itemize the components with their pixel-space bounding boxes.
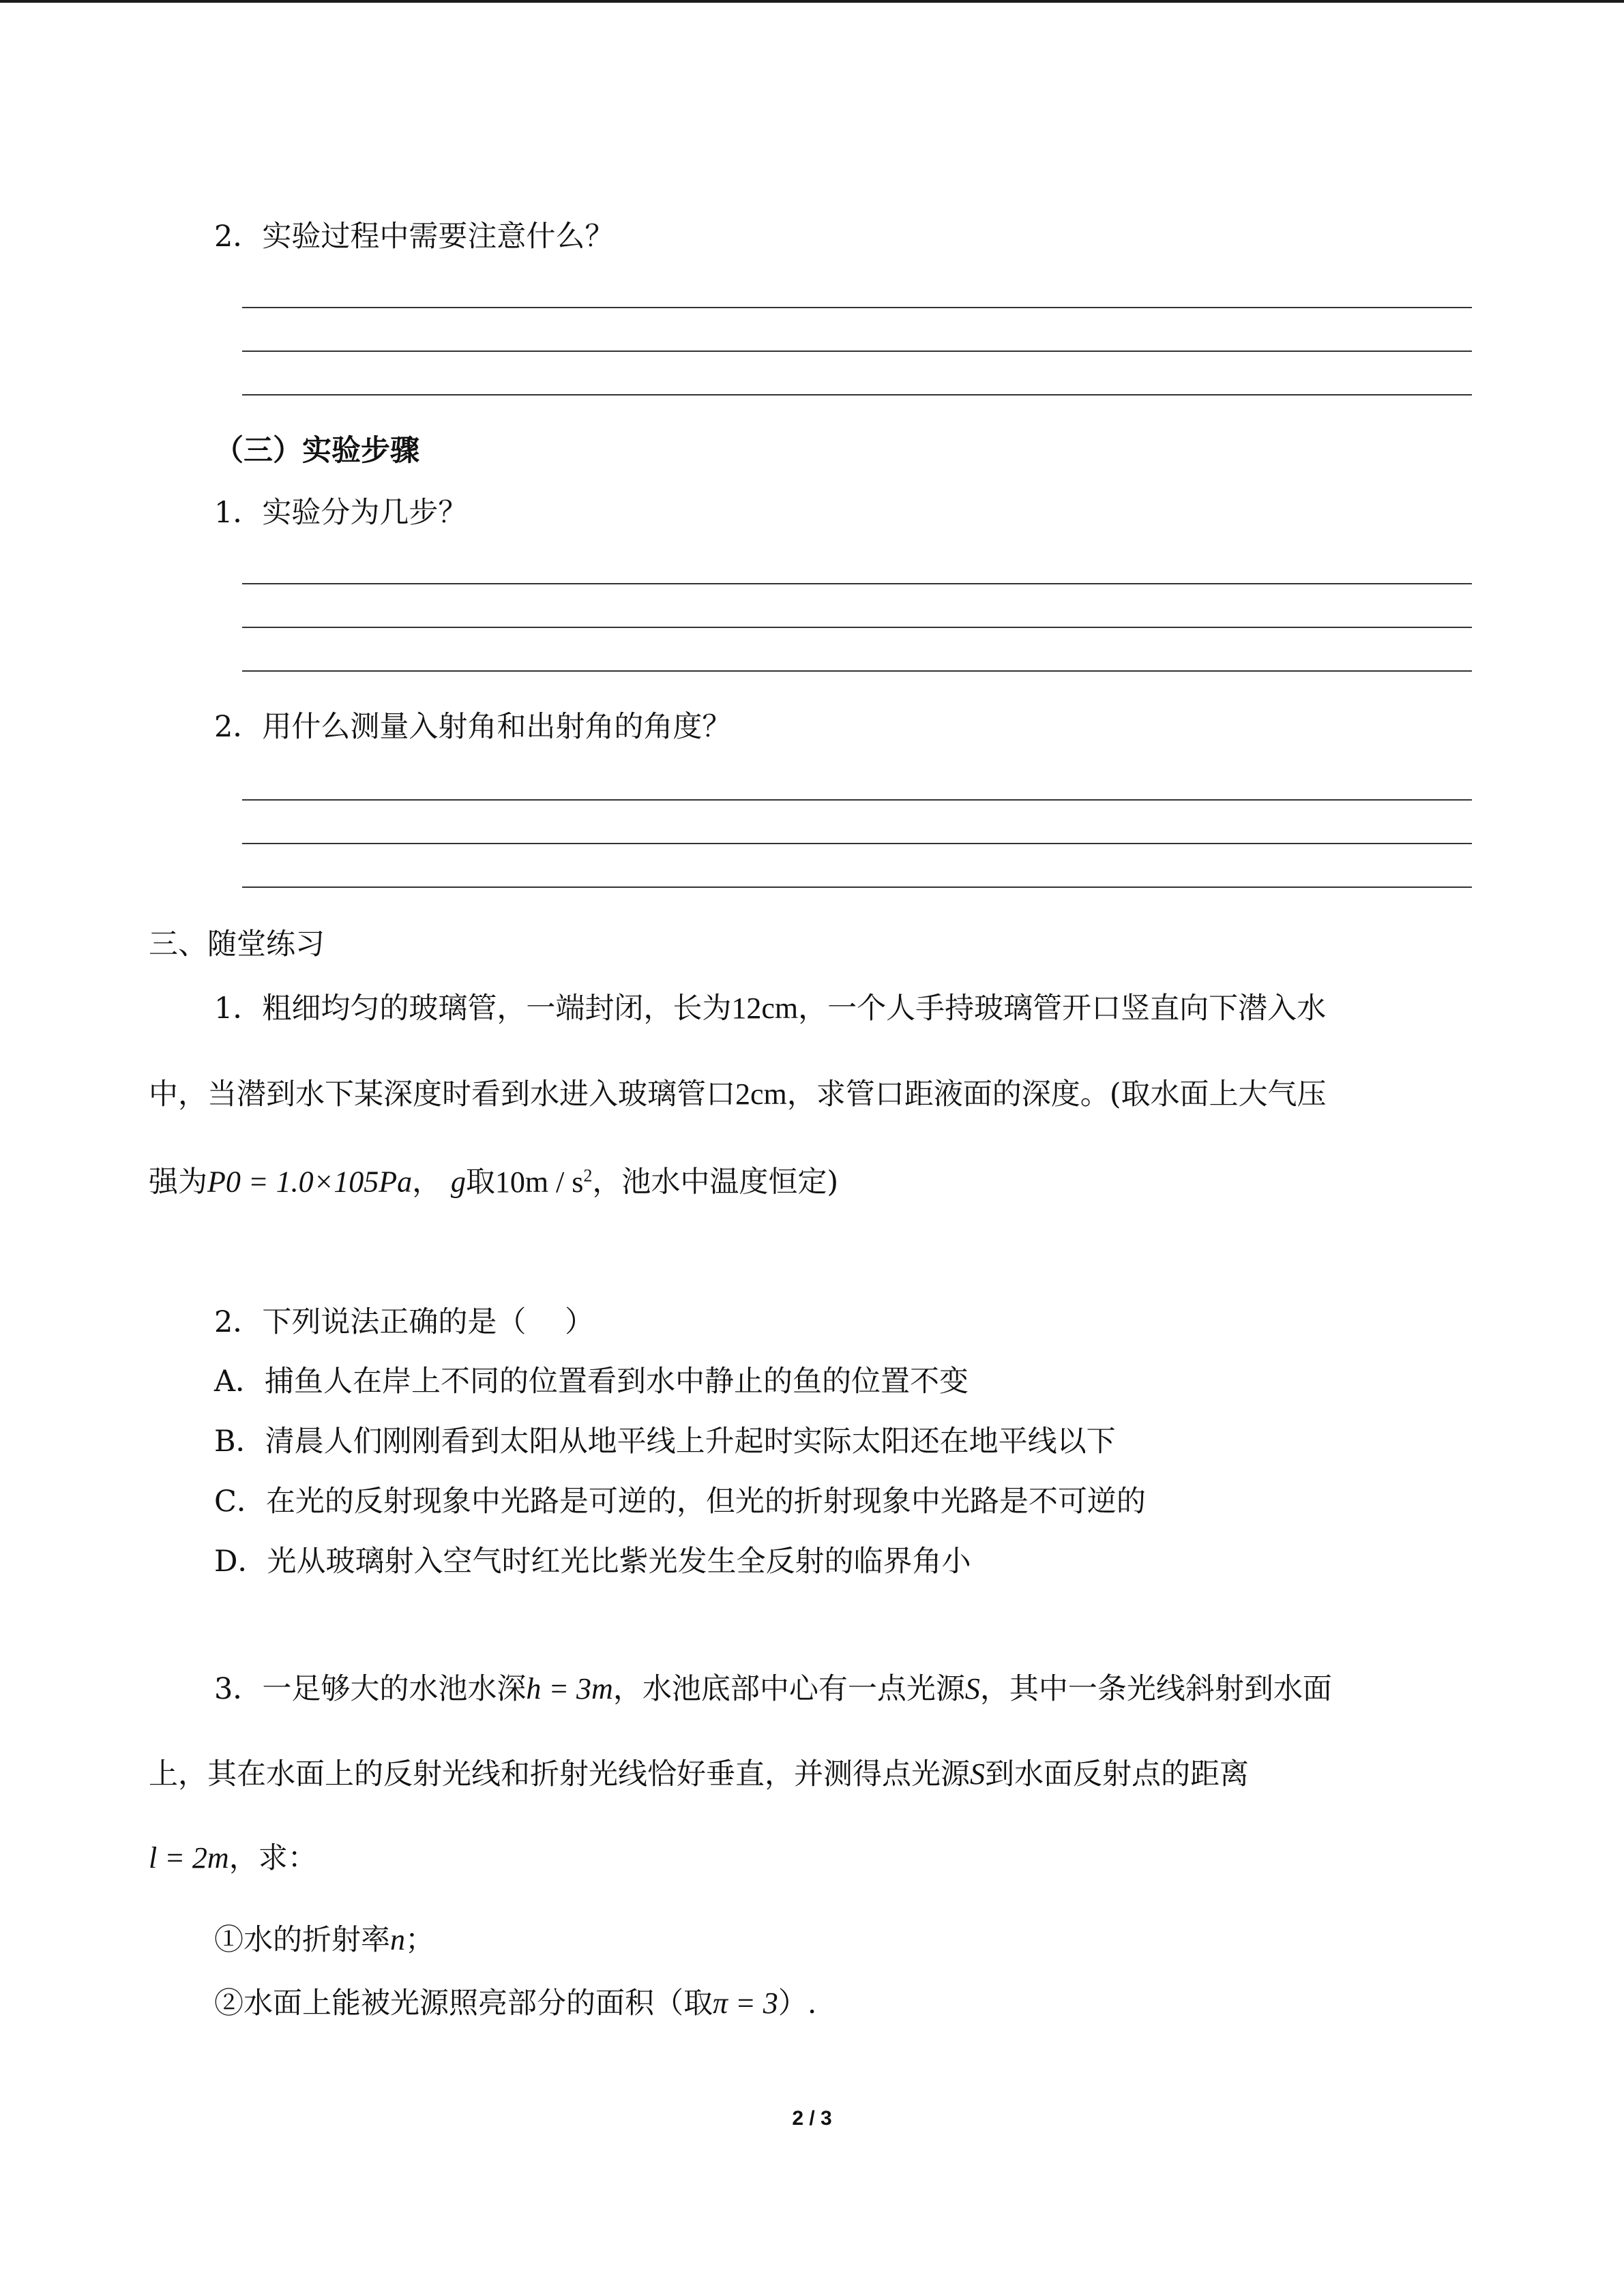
page-top-border <box>0 0 1624 3</box>
formula-pressure: P0 = 1.0×105Pa <box>207 1165 413 1199</box>
formula-water-entry: 2cm <box>735 1077 787 1111</box>
steps-heading: （三）实验步骤 <box>214 434 419 468</box>
problem-3-line-2: 上，其在水面上的反射光线和折射光线恰好垂直，并测得点光源S到水面反射点的距离 <box>149 1757 1249 1791</box>
answer-line <box>242 627 1472 628</box>
question-step-count: 1．实验分为几步？ <box>214 496 468 530</box>
formula-source: S <box>970 1757 985 1791</box>
problem-2-option-d: D．光从玻璃射入空气时红光比紫光发生全反射的临界角小 <box>214 1545 971 1579</box>
problem-3-line-1: 3．一足够大的水池水深h = 3m，水池底部中心有一点光源S，其中一条光线斜射到水面 <box>214 1672 1332 1706</box>
question-precautions: 2．实验过程中需要注意什么？ <box>214 220 615 254</box>
answer-line <box>242 307 1472 308</box>
problem-3-line-3: l = 2m，求： <box>149 1841 317 1875</box>
practice-heading: 三、随堂练习 <box>149 927 325 961</box>
question-measure-angles: 2．用什么测量入射角和出射角的角度？ <box>214 710 732 744</box>
formula-gravity: $10m / s^2$ <box>494 1165 593 1199</box>
formula-index: n <box>390 1923 405 1956</box>
answer-line <box>242 394 1472 396</box>
problem-2-option-b: B．清晨人们刚刚看到太阳从地平线上升起时实际太阳还在地平线以下 <box>214 1425 1116 1459</box>
formula-source: S <box>964 1672 980 1705</box>
problem-3-subquestion-1: ①水的折射率n； <box>214 1923 434 1957</box>
problem-3-subquestion-2: ②水面上能被光源照亮部分的面积（取π = 3）. <box>214 1986 817 2021</box>
answer-line <box>242 886 1472 888</box>
answer-line <box>242 583 1472 584</box>
formula-length: 12cm <box>731 992 799 1025</box>
problem-2-option-a: A．捕鱼人在岸上不同的位置看到水中静止的鱼的位置不变 <box>214 1365 969 1399</box>
problem-1-line-2: 中，当潜到水下某深度时看到水进入玻璃管口2cm，求管口距液面的深度。(取水面上大气压 <box>149 1077 1327 1112</box>
page-number: 2 / 3 <box>792 2107 832 2130</box>
formula-pi: π = 3 <box>713 1986 778 2020</box>
problem-2-stem: 2．下列说法正确的是（ ） <box>214 1305 595 1339</box>
answer-line <box>242 351 1472 352</box>
problem-2-option-c: C．在光的反射现象中光路是可逆的，但光的折射现象中光路是不可逆的 <box>214 1485 1146 1519</box>
formula-distance: l = 2m <box>149 1841 229 1875</box>
answer-line <box>242 670 1472 672</box>
answer-line <box>242 843 1472 844</box>
answer-line <box>242 799 1472 801</box>
formula-g: g <box>450 1165 466 1199</box>
problem-1-line-1: 1．粗细均匀的玻璃管，一端封闭，长为12cm，一个人手持玻璃管开口竖直向下潜入水 <box>214 992 1327 1026</box>
problem-1-line-3: 强为P0 = 1.0×105Pa， g取$10m / s^2$，池水中温度恒定) <box>149 1165 839 1199</box>
formula-depth: h = 3m <box>526 1672 613 1705</box>
